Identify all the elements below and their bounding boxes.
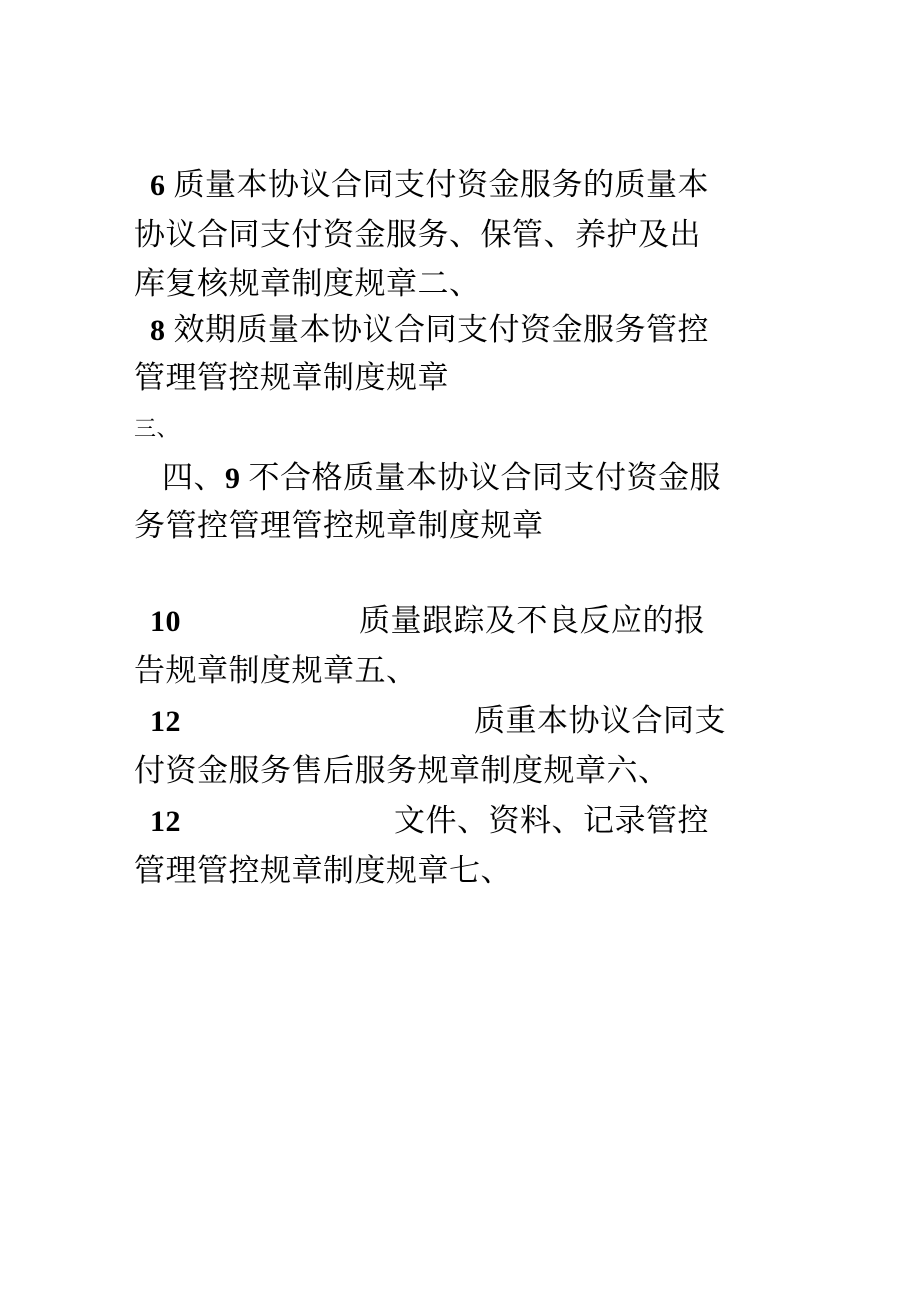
paragraph-text: 效期质量本协议合同支付资金服务管控	[173, 312, 709, 348]
paragraph-8-line-2	[134, 358, 449, 398]
item-number: 10	[150, 605, 181, 638]
paragraph-6-line-1	[134, 165, 709, 206]
paragraph-text: 管理管控规章制度规章	[134, 360, 449, 396]
paragraph-6-line-3	[134, 264, 481, 304]
item-number: 8	[150, 314, 166, 347]
paragraph-9-line-2	[134, 506, 544, 546]
paragraph-6-line-2	[134, 215, 701, 255]
paragraph-text: 质量跟踪及不良反应的报	[359, 603, 706, 639]
paragraph-9-line-1	[134, 458, 721, 499]
section-label: 三、	[134, 417, 180, 442]
paragraph-text: 管理管控规章制度规章七、	[134, 853, 512, 889]
paragraph-text: 质重本协议合同支	[474, 703, 726, 739]
paragraph-12b-line-2	[134, 851, 512, 891]
paragraph-text: 库复核规章制度规章二、	[134, 266, 481, 302]
paragraph-text: 告规章制度规章五、	[134, 653, 418, 689]
item-number: 6	[150, 169, 166, 202]
paragraph-text: 付资金服务售后服务规章制度规章六、	[134, 753, 670, 789]
paragraph-text: 文件、资料、记录管控	[394, 803, 709, 839]
item-number: 12	[150, 705, 181, 738]
paragraph-text: 务管控管理管控规章制度规章	[134, 508, 544, 544]
paragraph-8-line-1	[134, 310, 709, 351]
paragraph-10-line-2	[134, 651, 418, 691]
paragraph-10-line-1	[134, 601, 706, 642]
section-three-marker	[134, 415, 179, 445]
item-number: 12	[150, 805, 181, 838]
paragraph-text: 质量本协议合同支付资金服务的质量本	[173, 167, 709, 203]
paragraph-text: 不合格质量本协议合同支付资金服	[248, 460, 721, 496]
item-number: 9	[225, 462, 241, 495]
paragraph-12a-line-1	[134, 701, 726, 742]
section-label: 四、	[162, 460, 225, 496]
paragraph-12b-line-1	[134, 801, 709, 842]
paragraph-12a-line-2	[134, 751, 670, 791]
paragraph-text: 协议合同支付资金服务、保管、养护及出	[134, 217, 701, 253]
